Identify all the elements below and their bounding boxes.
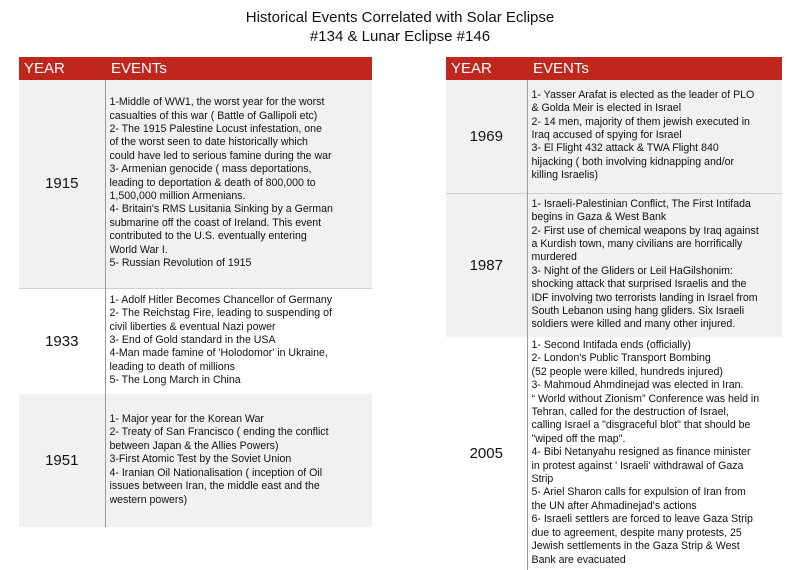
event-line: World War I. [109, 243, 168, 256]
event-line: IDF involving two terrorists landing in Israel from [531, 291, 758, 304]
event-line: civil liberties & eventual Nazi power [109, 320, 276, 333]
event-line: 1- Adolf Hitler Becomes Chancellor of Germany [109, 293, 333, 306]
table-row [446, 337, 782, 570]
event-line: the UN after Ahmadinejad's actions [531, 499, 697, 512]
table-row [446, 80, 782, 193]
event-line: casualties of this war ( Battle of Gallipoli etc) [109, 109, 318, 122]
event-line: & Golda Meir is elected in Israel [531, 102, 682, 115]
title-line-1: Historical Events Correlated with Solar Eclipse [245, 9, 555, 26]
events-cell [527, 193, 782, 337]
events-cell [105, 288, 372, 394]
events-cell [105, 80, 372, 288]
event-line: shocking attack that surprised Israelis and the [531, 278, 747, 291]
events-column-header: EVENTs [105, 57, 372, 80]
event-line: (52 people were killed, hundreds injured) [531, 365, 723, 378]
event-line: 1- Second Intifada ends (officially) [531, 339, 691, 351]
event-line: “ World without Zionism” Conference was held in [531, 392, 760, 405]
event-line: 3-First Atomic Test by the Soviet Union [109, 453, 292, 466]
year-column-header: YEAR [446, 57, 527, 80]
event-line: Tehran, called for the destruction of Israel, [531, 406, 729, 419]
events-cell [105, 394, 372, 527]
table-row [19, 80, 372, 288]
event-line: 1- Israeli-Palestinian Conflict, The First Intifada [531, 197, 751, 210]
event-line: could have led to serious famine during the war [109, 149, 332, 162]
event-line: Jewish settlements in the Gaza Strip & West [531, 540, 740, 553]
event-line: 2- The 1915 Palestine Locust infestation, one [109, 122, 322, 135]
year-cell: 2005 [469, 444, 503, 462]
year-cell: 1969 [446, 80, 527, 193]
title-line-2: #134 & Lunar Eclipse #146 [309, 28, 491, 45]
year-cell: 1951 [19, 394, 105, 527]
event-line: 2- Treaty of San Francisco ( ending the conflict [109, 426, 329, 439]
event-line: contributed to the U.S. eventually entering [109, 230, 307, 243]
table-row [19, 288, 372, 394]
event-line: in protest against ' Israeli' withdrawal of Gaza [531, 459, 744, 472]
event-line: 1- Yasser Arafat is elected as the leader of PLO [531, 88, 755, 101]
event-line: 1,500,000 million Armenians. [109, 189, 246, 202]
event-line: 5- Ariel Sharon calls for expulsion of Iran from [531, 486, 746, 499]
event-line: Strip [531, 473, 554, 486]
event-line: between Japan & the Allies Powers) [109, 439, 279, 452]
events-table-right [446, 57, 782, 570]
events-table-left [19, 57, 372, 527]
event-line: 1-Middle of WW1, the worst year for the worst [109, 96, 325, 109]
event-line: Iraq accused of spying for Israel [531, 129, 682, 142]
event-line: 4- Bibi Netanyahu resigned as finance minister [531, 446, 751, 459]
year-cell: 1987 [446, 193, 527, 337]
event-line: 3- End of Gold standard in the USA [109, 334, 276, 347]
event-line: western powers) [109, 493, 188, 506]
header-row [446, 57, 782, 80]
event-line: submarine off the coast of Ireland. This event [109, 216, 322, 229]
event-line: 2- The Reichstag Fire, leading to suspending of [109, 307, 332, 320]
table-row [446, 193, 782, 337]
year-column-header: YEAR [19, 57, 105, 80]
event-line: due to agreement, despite many protests, 25 [531, 526, 742, 539]
event-line: 4-Man made famine of 'Holodomor' in Ukraine, [109, 347, 328, 360]
event-line: 2- First use of chemical weapons by Iraq against [531, 224, 759, 237]
event-line: "wiped off the map". [531, 432, 626, 445]
event-line: 6- Israeli settlers are forced to leave Gaza Strip [531, 513, 753, 526]
event-line: murdered [531, 251, 577, 264]
event-line: a Kurdish town, many civilians are horrifically [531, 237, 743, 250]
year-cell: 1915 [19, 80, 105, 288]
event-line: leading to death of millions [109, 360, 235, 373]
events-cell [527, 80, 782, 193]
event-line: soldiers were killed and many other injured. [531, 318, 736, 331]
event-line: calling Israel a "disgraceful blot" that should be [531, 419, 751, 432]
event-line: 3- Armenian genocide ( mass deportations, [109, 163, 312, 176]
table-row [19, 394, 372, 527]
event-line: hijacking ( both involving kidnapping and/or [531, 155, 735, 168]
event-line: South Lebanon using hang gliders. Six Israeli [531, 304, 745, 317]
event-line: 5- Russian Revolution of 1915 [109, 256, 252, 269]
event-line: 3- Night of the Gliders or Leil HaGilshonim: [531, 264, 733, 277]
event-line: 2- London's Public Transport Bombing [531, 352, 711, 365]
year-cell: 1933 [19, 288, 105, 394]
event-line: issues between Iran, the middle east and the [109, 480, 320, 493]
event-line: 4- Britain's RMS Lusitania Sinking by a German [109, 203, 333, 216]
page-title [0, 8, 800, 46]
event-line: 5- The Long March in China [109, 374, 241, 387]
event-line: of the worst seen to date historically which [109, 136, 308, 149]
event-line: 4- Iranian Oil Nationalisation ( inception of Oil [109, 466, 323, 479]
event-line: begins in Gaza & West Bank [531, 211, 667, 224]
header-row [19, 57, 372, 80]
event-line: killing Israelis) [531, 169, 599, 182]
event-line: Bank are evacuated [531, 553, 626, 566]
event-line: 3- Mahmoud Ahmdinejad was elected in Iran. [531, 379, 744, 392]
event-line: 1- Major year for the Korean War [109, 413, 264, 426]
events-cell [527, 337, 782, 570]
event-line: leading to deportation & death of 800,000 to [109, 176, 316, 189]
event-line: 3- El Flight 432 attack & TWA Flight 840 [531, 142, 719, 155]
events-column-header: EVENTs [527, 57, 782, 80]
event-line: 2- 14 men, majority of them jewish executed in [531, 115, 750, 128]
